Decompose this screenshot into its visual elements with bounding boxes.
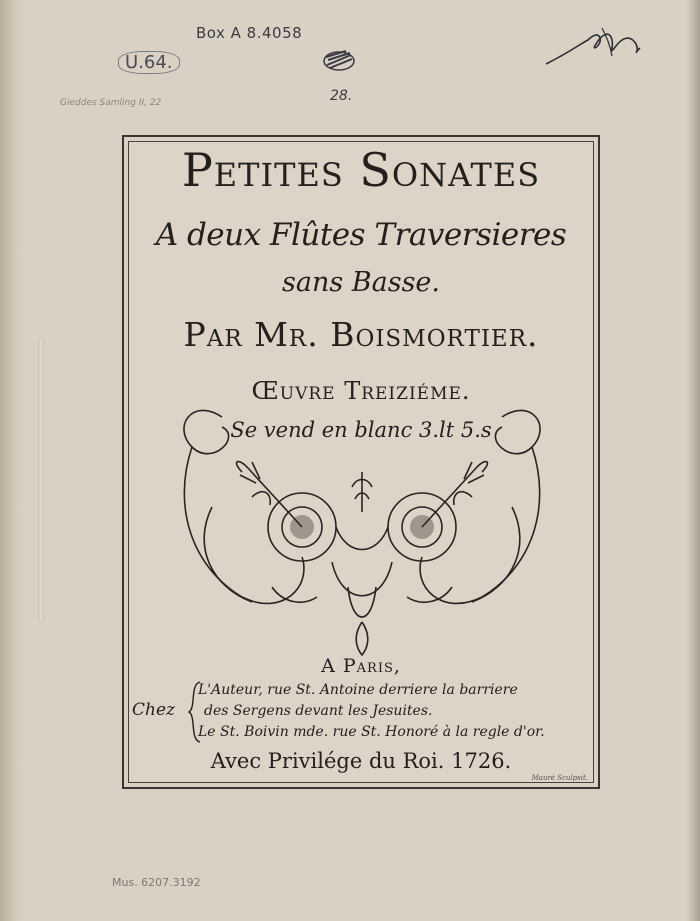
opus-number: Œuvre Treiziéme. [251, 377, 471, 405]
ink-stamp-icon [322, 48, 356, 74]
instrumentation-line: A deux Flûtes Traversieres [155, 217, 567, 253]
collection-note: Gieddes Samling II, 22 [60, 98, 162, 108]
imprint-address-1: L'Auteur, rue St. Antoine derriere la barriere [198, 682, 518, 698]
imprint-city: A Paris, [321, 655, 401, 677]
cartouche-ornament-icon [152, 387, 572, 657]
shelf-mark [118, 52, 180, 73]
catalog-note: Mus. 6207.3192 [112, 876, 201, 889]
box-label: Box A 8.4058 [196, 24, 303, 42]
price-line: Se vend en blanc 3.lt 5.s [230, 418, 492, 442]
privilege-line: Avec Privilége du Roi. 1726. [210, 749, 512, 773]
composer-line: Par Mr. Boismortier. [183, 315, 539, 354]
imprint-address-2: des Sergens devant les Jesuites. [204, 703, 433, 719]
page-number: 28. [330, 88, 353, 104]
engraver-signature: Mauré Sculpsit. [531, 774, 588, 782]
shelf-mark-text: U.64. [118, 51, 180, 74]
imprint-address-3: Le St. Boivin mde. rue St. Honoré à la regle d'or. [198, 724, 545, 740]
basso-note: sans Basse. [282, 267, 440, 298]
signature-icon [540, 22, 650, 72]
paper-crease [38, 340, 44, 620]
work-title: Petites Sonates [181, 143, 541, 197]
imprint-chez: Chez [132, 700, 175, 720]
engraved-plate [122, 135, 600, 789]
